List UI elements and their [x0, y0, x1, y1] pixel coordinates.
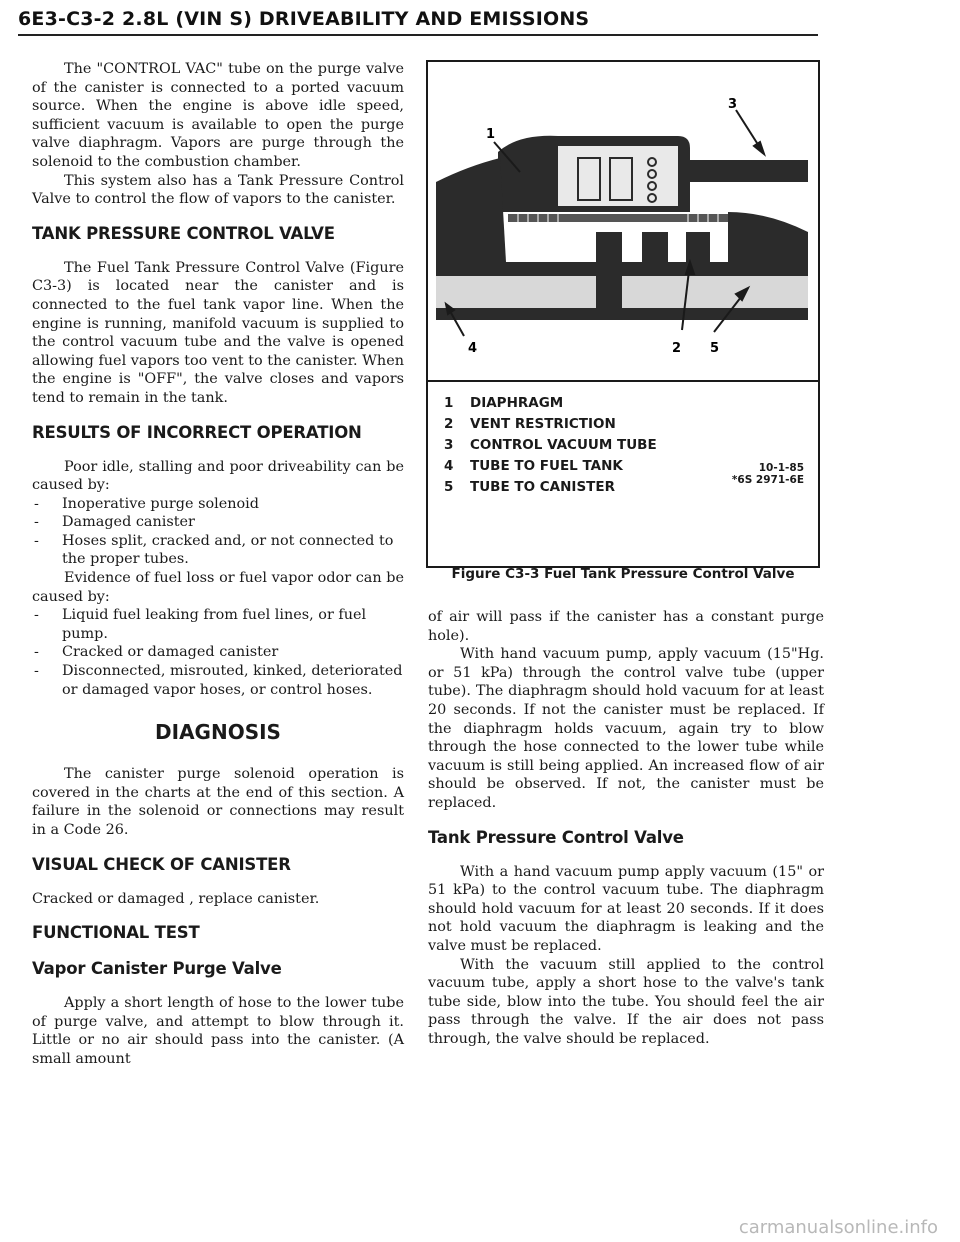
results-list-1 [32, 495, 404, 569]
callout-3: 3 [728, 97, 738, 112]
results-list-2 [32, 606, 404, 699]
visual-check-heading: VISUAL CHECK OF CANISTER [32, 854, 291, 874]
figure-legend [444, 392, 804, 497]
callout-1: 1 [486, 127, 496, 142]
legend-row [444, 413, 804, 434]
valve-diagram [428, 62, 818, 382]
legend-number: 1 [444, 394, 454, 411]
watermark: carmanualsonline.info [738, 1217, 938, 1238]
legend-label: TUBE TO CANISTER [470, 478, 615, 495]
tank-pressure-paragraph-1: With a hand vacuum pump apply vacuum (15" or 51 kPa) to the control vacuum tube. The diaphragm should hold vacuum for at least 20 seconds. If it does not hold vacuum the diaphragm is leaking and the valve must be replaced. [428, 863, 824, 954]
list-item: - Hoses split, cracked and, or not connected to the proper tubes. [32, 532, 404, 569]
tank-pressure-paragraph-2: With the vacuum still applied to the control vacuum tube, apply a short hose to the valve's tank tube side, blow into the tube. You should feel the air pass through the valve. If the air does not pass through, the valve should be replaced. [428, 956, 824, 1047]
right-column [428, 608, 824, 1048]
results-paragraph-2: Evidence of fuel loss or fuel vapor odor can be caused by: [32, 570, 404, 605]
canister-vacuum-paragraph: With hand vacuum pump, apply vacuum (15"Hg. or 51 kPa) through the control valve tube (upper tube). The diaphragm should hold vacuum for at least 20 seconds. If not the canister must be replaced. If the diaphragm holds vacuum, again try to blow through the hose connected to the lower tube while vacuum is still being applied. An increased flow of air should be observed. If not, the canister must be replaced. [428, 646, 824, 811]
header-rule [18, 34, 818, 36]
tank-pressure-heading: Tank Pressure Control Valve [428, 827, 684, 847]
left-column [32, 60, 404, 1069]
figure-code [732, 462, 804, 486]
legend-number: 2 [444, 415, 454, 432]
figure-box [426, 60, 820, 568]
diagnosis-paragraph: The canister purge solenoid operation is covered in the charts at the end of this section. A failure in the solenoid or connections may result in a Code 26. [32, 766, 404, 838]
legend-label: CONTROL VACUUM TUBE [470, 436, 657, 453]
functional-test-heading: FUNCTIONAL TEST [32, 923, 200, 943]
figure-code-date: 10-1-85 [758, 462, 804, 474]
legend-label: TUBE TO FUEL TANK [470, 457, 623, 474]
list-item: - Cracked or damaged canister [32, 643, 404, 662]
list-item: - Liquid fuel leaking from fuel lines, or fuel pump. [32, 606, 404, 643]
list-item: - Inoperative purge solenoid [32, 495, 404, 514]
legend-number: 4 [444, 457, 454, 474]
vapor-canister-paragraph: Apply a short length of hose to the lower tube of purge valve, and attempt to blow through it. Little or no air should pass into the canister. (A small amount [32, 995, 404, 1067]
legend-row [444, 434, 804, 455]
callout-4: 4 [468, 341, 478, 356]
page-header: 6E3-C3-2 2.8L (VIN S) DRIVEABILITY AND EMISSIONS [18, 8, 590, 30]
list-item: - Disconnected, misrouted, kinked, deteriorated or damaged vapor hoses, or control hoses. [32, 662, 404, 699]
legend-number: 3 [444, 436, 454, 453]
continued-paragraph: of air will pass if the canister has a constant purge hole). [428, 609, 824, 644]
tpcv-heading: TANK PRESSURE CONTROL VALVE [32, 223, 335, 243]
intro-paragraph-1: The "CONTROL VAC" tube on the purge valve of the canister is connected to a ported vacuum source. When the engine is above idle speed, sufficient vacuum is available to open the purge valve diaphragm. Vapors are purge through the solenoid to the combustion chamber. [32, 61, 404, 170]
visual-check-paragraph: Cracked or damaged , replace canister. [32, 890, 320, 907]
figure-code-id: *6S 2971-6E [731, 474, 804, 486]
figure-caption: Figure C3-3 Fuel Tank Pressure Control Valve [451, 566, 795, 582]
callout-2: 2 [672, 341, 682, 356]
legend-number: 5 [444, 478, 454, 495]
intro-paragraph-2: This system also has a Tank Pressure Control Valve to control the flow of vapors to the canister. [32, 172, 404, 208]
list-item: - Damaged canister [32, 513, 404, 532]
legend-label: DIAPHRAGM [470, 394, 564, 411]
vapor-canister-heading: Vapor Canister Purge Valve [32, 959, 282, 979]
results-heading: RESULTS OF INCORRECT OPERATION [32, 422, 362, 442]
callout-5: 5 [710, 341, 720, 356]
legend-row [444, 392, 804, 413]
diagnosis-heading: DIAGNOSIS [155, 720, 281, 745]
tpcv-paragraph: The Fuel Tank Pressure Control Valve (Figure C3-3) is located near the canister and is connected to the fuel tank vapor line. When the engine is running, manifold vacuum is supplied to the control vacuum tube and the valve is opened allowing fuel vapors too vent to the canister. When the engine is "OFF", the valve closes and vapors tend to remain in the tank. [32, 259, 404, 406]
valve-cross-section-drawing [428, 62, 818, 378]
legend-label: VENT RESTRICTION [470, 415, 616, 432]
results-paragraph-1: Poor idle, stalling and poor driveability can be caused by: [32, 458, 404, 494]
